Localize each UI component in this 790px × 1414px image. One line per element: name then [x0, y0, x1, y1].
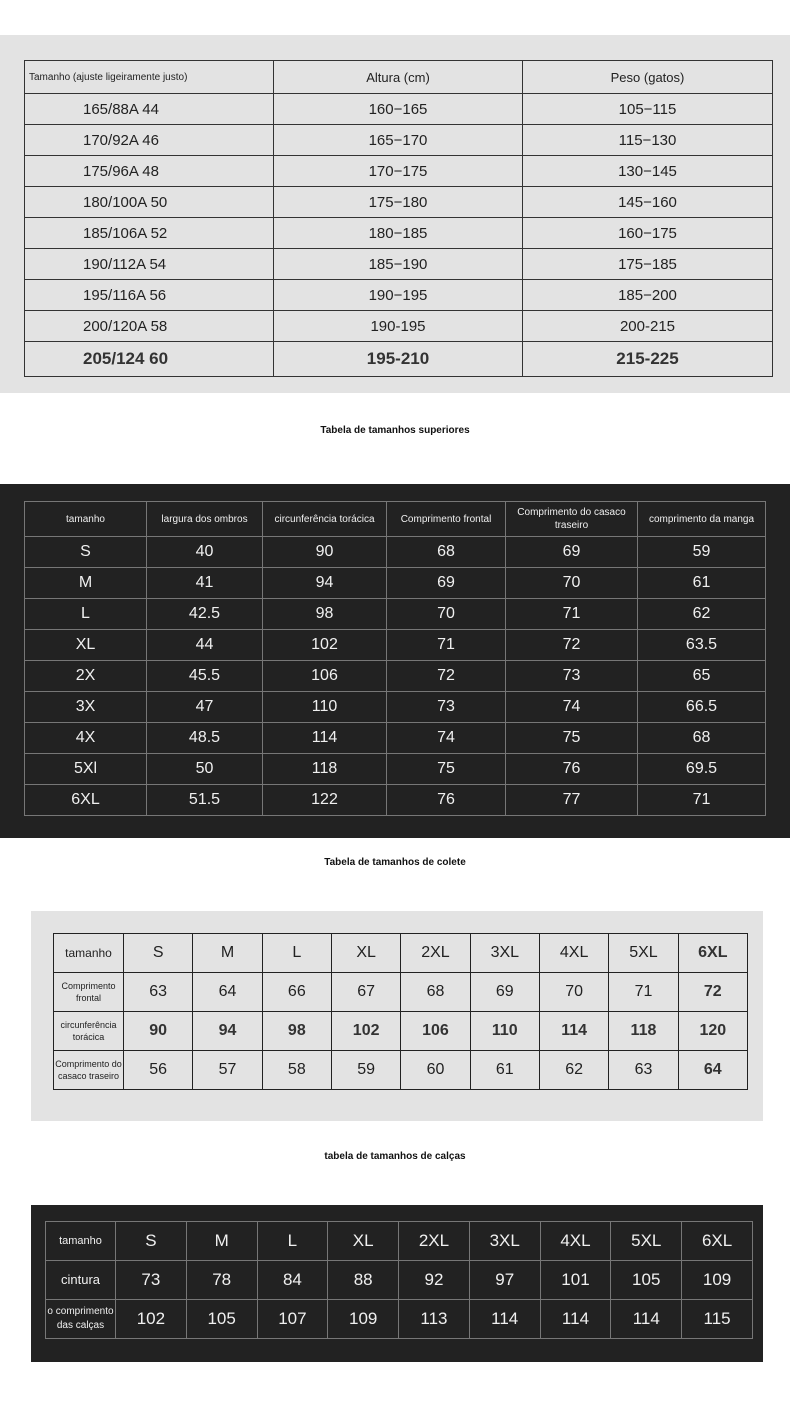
table-cell: 6XL [25, 785, 147, 816]
table-cell: 170/92A 46 [25, 125, 274, 156]
pants-size-caption: tabela de tamanhos de calças [324, 1151, 466, 1162]
table-row [25, 785, 766, 816]
vest-size-panel [31, 911, 763, 1121]
table-cell: 114 [539, 1012, 608, 1051]
table-row [54, 1012, 748, 1051]
table-row [25, 187, 773, 218]
column-header: Altura (cm) [274, 61, 523, 94]
table-cell: 57 [193, 1051, 262, 1090]
table-cell: 215-225 [523, 342, 773, 377]
table-cell: 50 [147, 754, 263, 785]
table-cell: 175/96A 48 [25, 156, 274, 187]
top-size-panel [0, 484, 790, 838]
table-cell: 88 [328, 1261, 399, 1300]
table-cell: 72 [387, 661, 506, 692]
table-cell: 74 [387, 723, 506, 754]
table-cell: 66.5 [638, 692, 766, 723]
table-row [25, 94, 773, 125]
table-cell: 102 [263, 630, 387, 661]
column-header: Comprimento do casaco traseiro [506, 502, 638, 537]
table-cell: 106 [401, 1012, 470, 1051]
table-cell: 61 [470, 1051, 539, 1090]
table-cell: 113 [399, 1300, 470, 1339]
table-cell: 71 [638, 785, 766, 816]
table-cell: 160−165 [274, 94, 523, 125]
table-cell: 74 [506, 692, 638, 723]
table-cell: 190/112A 54 [25, 249, 274, 280]
table-cell: 114 [469, 1300, 540, 1339]
table-cell: 114 [263, 723, 387, 754]
table-cell: 109 [682, 1261, 753, 1300]
size-header: 4XL [539, 934, 608, 973]
table-cell: 78 [186, 1261, 257, 1300]
column-header: largura dos ombros [147, 502, 263, 537]
table-cell: 71 [609, 973, 678, 1012]
row-label: Comprimento do casaco traseiro [54, 1051, 124, 1090]
table-cell: 120 [678, 1012, 747, 1051]
size-header: XL [328, 1222, 399, 1261]
table-cell: 114 [611, 1300, 682, 1339]
table-cell: 60 [401, 1051, 470, 1090]
size-header: XL [331, 934, 400, 973]
table-cell: 200-215 [523, 311, 773, 342]
table-cell: 73 [506, 661, 638, 692]
vest-size-table [53, 933, 748, 1090]
table-cell: 73 [387, 692, 506, 723]
table-cell: 110 [470, 1012, 539, 1051]
table-cell: 66 [262, 973, 331, 1012]
row-label: cintura [46, 1261, 116, 1300]
table-cell: 72 [678, 973, 747, 1012]
table-row [25, 125, 773, 156]
table-cell: 190−195 [274, 280, 523, 311]
table-cell: 165/88A 44 [25, 94, 274, 125]
row-label: tamanho [46, 1222, 116, 1261]
table-cell: 62 [539, 1051, 608, 1090]
size-header: 6XL [682, 1222, 753, 1261]
column-header: circunferência torácica [263, 502, 387, 537]
table-cell: 98 [262, 1012, 331, 1051]
table-row [25, 723, 766, 754]
table-header-row [25, 61, 773, 94]
size-header: 3XL [469, 1222, 540, 1261]
column-header: Peso (gatos) [523, 61, 773, 94]
column-header: comprimento da manga [638, 502, 766, 537]
table-cell: 165−170 [274, 125, 523, 156]
top-size-caption: Tabela de tamanhos superiores [320, 425, 470, 436]
size-header: 5XL [609, 934, 678, 973]
row-label: tamanho [54, 934, 124, 973]
table-row [46, 1261, 753, 1300]
table-cell: 105 [186, 1300, 257, 1339]
table-cell: 68 [638, 723, 766, 754]
table-cell: 101 [540, 1261, 611, 1300]
table-cell: 63 [609, 1051, 678, 1090]
row-label: circunferência torácica [54, 1012, 124, 1051]
size-header: 2XL [401, 934, 470, 973]
table-cell: 45.5 [147, 661, 263, 692]
table-cell: 71 [506, 599, 638, 630]
table-cell: 70 [506, 568, 638, 599]
size-header: 6XL [678, 934, 747, 973]
table-cell: 90 [263, 537, 387, 568]
size-header: 2XL [399, 1222, 470, 1261]
table-row [25, 280, 773, 311]
table-cell: 44 [147, 630, 263, 661]
table-cell: 77 [506, 785, 638, 816]
table-cell: 63 [124, 973, 193, 1012]
table-cell: M [25, 568, 147, 599]
table-row [25, 156, 773, 187]
table-cell: 42.5 [147, 599, 263, 630]
table-cell: 118 [263, 754, 387, 785]
table-cell: 106 [263, 661, 387, 692]
table-row [54, 1051, 748, 1090]
row-label: o comprimento das calças [46, 1300, 116, 1339]
table-cell: 175−180 [274, 187, 523, 218]
table-row [54, 973, 748, 1012]
table-cell: 58 [262, 1051, 331, 1090]
table-cell: 47 [147, 692, 263, 723]
table-cell: 145−160 [523, 187, 773, 218]
table-row [25, 630, 766, 661]
table-cell: 67 [331, 973, 400, 1012]
table-cell: 115−130 [523, 125, 773, 156]
table-cell: 190-195 [274, 311, 523, 342]
general-size-panel [0, 35, 790, 393]
table-cell: 200/120A 58 [25, 311, 274, 342]
table-cell: 115 [682, 1300, 753, 1339]
table-row [25, 342, 773, 377]
table-row [25, 311, 773, 342]
table-cell: 69 [387, 568, 506, 599]
table-cell: 170−175 [274, 156, 523, 187]
row-label: Comprimento frontal [54, 973, 124, 1012]
table-cell: 69.5 [638, 754, 766, 785]
table-cell: 63.5 [638, 630, 766, 661]
table-cell: 114 [540, 1300, 611, 1339]
table-header-row [25, 502, 766, 537]
table-cell: 3X [25, 692, 147, 723]
table-cell: 48.5 [147, 723, 263, 754]
column-header: Tamanho (ajuste ligeiramente justo) [25, 61, 274, 94]
table-cell: 51.5 [147, 785, 263, 816]
table-cell: 4X [25, 723, 147, 754]
table-cell: 71 [387, 630, 506, 661]
table-cell: 72 [506, 630, 638, 661]
table-row [46, 1300, 753, 1339]
table-cell: 70 [539, 973, 608, 1012]
table-cell: 130−145 [523, 156, 773, 187]
table-cell: 69 [470, 973, 539, 1012]
size-header: S [116, 1222, 187, 1261]
table-cell: S [25, 537, 147, 568]
table-cell: 68 [401, 973, 470, 1012]
table-row [25, 537, 766, 568]
table-cell: 2X [25, 661, 147, 692]
table-cell: 94 [263, 568, 387, 599]
size-header: M [186, 1222, 257, 1261]
table-row [25, 599, 766, 630]
table-cell: 175−185 [523, 249, 773, 280]
table-cell: 56 [124, 1051, 193, 1090]
table-cell: 61 [638, 568, 766, 599]
table-header-row [54, 934, 748, 973]
table-cell: 102 [116, 1300, 187, 1339]
size-header: 4XL [540, 1222, 611, 1261]
table-cell: 64 [678, 1051, 747, 1090]
table-cell: 90 [124, 1012, 193, 1051]
general-size-table [24, 60, 773, 377]
table-cell: 185/106A 52 [25, 218, 274, 249]
size-header: L [262, 934, 331, 973]
table-cell: 65 [638, 661, 766, 692]
table-cell: 105 [611, 1261, 682, 1300]
size-header: 3XL [470, 934, 539, 973]
table-cell: 70 [387, 599, 506, 630]
size-header: 5XL [611, 1222, 682, 1261]
pants-size-table [45, 1221, 753, 1339]
table-cell: 195/116A 56 [25, 280, 274, 311]
table-cell: 94 [193, 1012, 262, 1051]
table-cell: 102 [331, 1012, 400, 1051]
table-cell: 41 [147, 568, 263, 599]
size-header: S [124, 934, 193, 973]
table-cell: 73 [116, 1261, 187, 1300]
table-cell: 122 [263, 785, 387, 816]
table-row [25, 249, 773, 280]
table-cell: L [25, 599, 147, 630]
table-cell: 107 [257, 1300, 328, 1339]
table-cell: 97 [469, 1261, 540, 1300]
column-header: tamanho [25, 502, 147, 537]
table-cell: 59 [638, 537, 766, 568]
table-cell: 75 [387, 754, 506, 785]
table-row [25, 218, 773, 249]
table-cell: 76 [387, 785, 506, 816]
table-cell: 110 [263, 692, 387, 723]
table-cell: 185−200 [523, 280, 773, 311]
table-row [25, 692, 766, 723]
column-header: Comprimento frontal [387, 502, 506, 537]
table-cell: 205/124 60 [25, 342, 274, 377]
table-cell: 180−185 [274, 218, 523, 249]
table-cell: 5Xl [25, 754, 147, 785]
table-cell: 59 [331, 1051, 400, 1090]
table-cell: 75 [506, 723, 638, 754]
table-cell: 62 [638, 599, 766, 630]
table-cell: 185−190 [274, 249, 523, 280]
table-cell: 84 [257, 1261, 328, 1300]
table-row [25, 568, 766, 599]
size-header: M [193, 934, 262, 973]
table-cell: 69 [506, 537, 638, 568]
table-cell: 195-210 [274, 342, 523, 377]
table-cell: 64 [193, 973, 262, 1012]
table-cell: 40 [147, 537, 263, 568]
table-cell: 180/100A 50 [25, 187, 274, 218]
table-cell: 160−175 [523, 218, 773, 249]
top-size-table [24, 501, 766, 816]
table-cell: 105−115 [523, 94, 773, 125]
table-row [25, 754, 766, 785]
table-cell: 118 [609, 1012, 678, 1051]
vest-size-caption: Tabela de tamanhos de colete [324, 857, 466, 868]
size-header: L [257, 1222, 328, 1261]
table-cell: XL [25, 630, 147, 661]
table-row [25, 661, 766, 692]
table-header-row [46, 1222, 753, 1261]
table-cell: 109 [328, 1300, 399, 1339]
table-cell: 76 [506, 754, 638, 785]
pants-size-panel [31, 1205, 763, 1362]
table-cell: 92 [399, 1261, 470, 1300]
table-cell: 98 [263, 599, 387, 630]
table-cell: 68 [387, 537, 506, 568]
